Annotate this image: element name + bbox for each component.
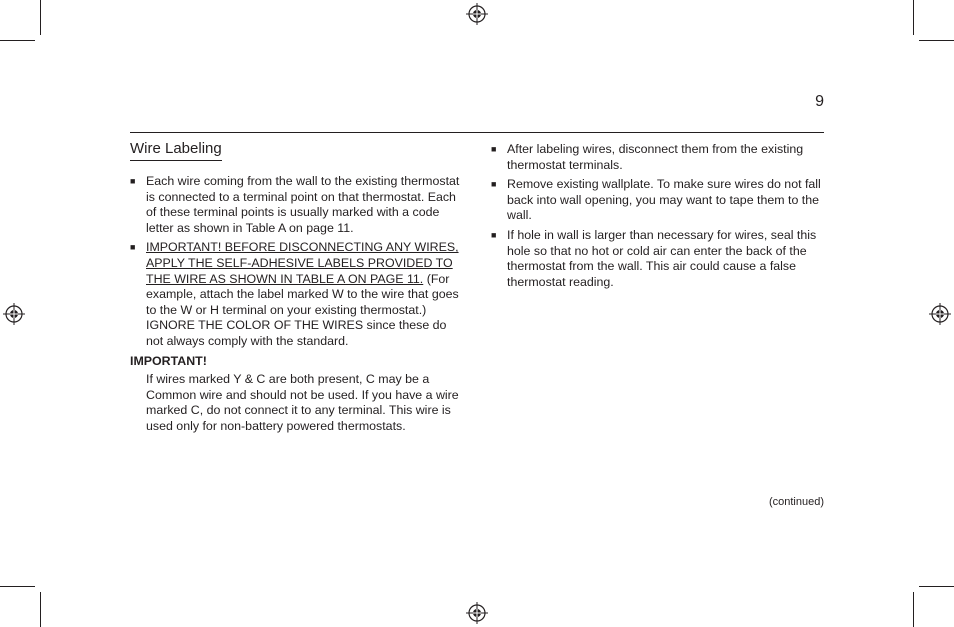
list-item [491, 228, 824, 290]
crop-mark-icon [913, 0, 914, 35]
list-item-text [146, 240, 465, 349]
bullet-icon: ■ [130, 242, 136, 253]
crop-mark-icon [0, 586, 35, 587]
crop-mark-icon [919, 40, 954, 41]
left-column [130, 139, 465, 435]
registration-mark-icon [466, 602, 488, 624]
list-item-text: If hole in wall is larger than necessary for wires, seal this hole so that no hot or cold air can enter the back of the thermostat from the wall. This air could cause a false thermostat reading. [507, 227, 817, 289]
section-heading: Wire Labeling [130, 139, 222, 161]
list-item-text: Remove existing wallplate. To make sure wires do not fall back into wall opening, you may want to tape them to the wall. [507, 177, 821, 223]
registration-mark-icon [466, 3, 488, 25]
right-column [491, 142, 824, 294]
important-note: If wires marked Y & C are both present, C may be a Common wire and should not be used. If you have a wire marked C, do not connect it to any terminal. This wire is used only for non-battery powered thermostats. [146, 372, 459, 433]
registration-mark-icon [929, 303, 951, 325]
underlined-warning: IMPORTANT! BEFORE DISCONNECTING ANY WIRES, APPLY THE SELF-ADHESIVE LABELS PROVIDED TO THE WIRE AS SHOWN IN TABLE A ON PAGE 11. [146, 240, 459, 286]
crop-mark-icon [913, 592, 914, 627]
continued-note: (continued) [768, 496, 824, 508]
list-item [130, 174, 465, 236]
bullet-icon: ■ [491, 229, 497, 240]
list-item [130, 240, 465, 349]
page-number: 9 [815, 93, 824, 110]
crop-mark-icon [40, 592, 41, 627]
registration-mark-icon [3, 303, 25, 325]
header-rule [130, 132, 824, 133]
list-item [491, 142, 824, 173]
bullet-icon: ■ [130, 176, 136, 186]
crop-mark-icon [40, 0, 41, 35]
bullet-icon: ■ [491, 179, 497, 190]
warning-details: (For example, attach the label marked W to the wire that goes to the W or H terminal on your existing thermostat.) IGNORE THE COLOR OF THE WIRES since these do not always comply with the standard. [146, 271, 459, 348]
important-heading: IMPORTANT! [130, 353, 207, 368]
crop-mark-icon [0, 40, 35, 41]
list-item-text: Each wire coming from the wall to the existing thermostat is connected to a terminal point on that thermostat. Each of these terminal points is usually marked with a code letter as shown in Table A on page 11. [146, 174, 460, 235]
list-item-text: After labeling wires, disconnect them from the existing thermostat terminals. [507, 142, 804, 172]
list-item [491, 177, 824, 224]
crop-mark-icon [919, 586, 954, 587]
bullet-icon: ■ [491, 144, 497, 154]
